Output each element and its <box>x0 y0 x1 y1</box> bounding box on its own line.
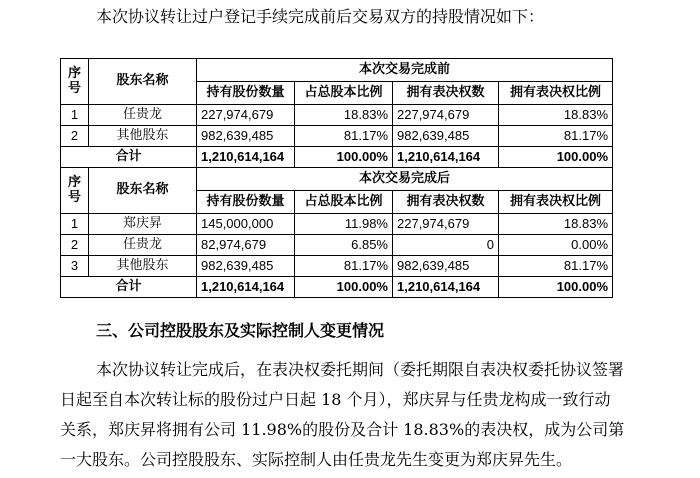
body-paragraph <box>60 355 626 475</box>
table-row: 1 郑庆昇 145,000,000 11.98% 227,974,679 18.83% <box>61 214 613 235</box>
table-row: 1 任贵龙 227,974,679 18.83% 227,974,679 18.83% <box>61 105 613 126</box>
votes-header: 拥有表决权数 <box>393 82 499 105</box>
table-row: 3 其他股东 982,639,485 81.17% 982,639,485 81.17% <box>61 256 613 277</box>
seq-header: 序 号 <box>61 59 89 105</box>
section-heading: 三、公司控股股东及实际控制人变更情况 <box>96 321 385 340</box>
vote-ratio-header: 拥有表决权比例 <box>499 82 613 105</box>
before-total-row: 合计 1,210,614,164 100.00% 1,210,614,164 100.00% <box>61 147 613 168</box>
vote-ratio-header: 拥有表决权比例 <box>499 191 613 214</box>
table-row: 2 其他股东 982,639,485 81.17% 982,639,485 81.17% <box>61 126 613 147</box>
intro-text: 本次协议转让过户登记手续完成前后交易双方的持股情况如下： <box>96 7 545 26</box>
shareholding-table <box>60 58 613 298</box>
before-title: 本次交易完成前 <box>197 59 613 82</box>
shares-header: 持有股份数量 <box>197 191 295 214</box>
name-header: 股东名称 <box>89 168 197 214</box>
ratio-header: 占总股本比例 <box>295 82 393 105</box>
before-header-row-1 <box>61 59 613 82</box>
paragraph-line: 日起至自本次转让标的股份过户日起 18 个月），郑庆昇与任贵龙构成一致行动 <box>60 390 611 409</box>
shares-header: 持有股份数量 <box>197 82 295 105</box>
after-header-row-1 <box>61 168 613 191</box>
after-title: 本次交易完成后 <box>197 168 613 191</box>
name-header: 股东名称 <box>89 59 197 105</box>
paragraph-line: 本次协议转让完成后，在表决权委托期间（委托期限自表决权委托协议签署 <box>96 360 625 379</box>
paragraph-line: 关系，郑庆昇将拥有公司 11.98%的股份及合计 18.83%的表决权，成为公司第 <box>60 420 625 439</box>
paragraph-line: 一大股东。公司控股股东、实际控制人由任贵龙先生变更为郑庆昇先生。 <box>60 450 573 469</box>
votes-header: 拥有表决权数 <box>393 191 499 214</box>
ratio-header: 占总股本比例 <box>295 191 393 214</box>
table-row: 2 任贵龙 82,974,679 6.85% 0 0.00% <box>61 235 613 256</box>
after-total-row: 合计 1,210,614,164 100.00% 1,210,614,164 100.00% <box>61 277 613 298</box>
seq-header: 序 号 <box>61 168 89 214</box>
